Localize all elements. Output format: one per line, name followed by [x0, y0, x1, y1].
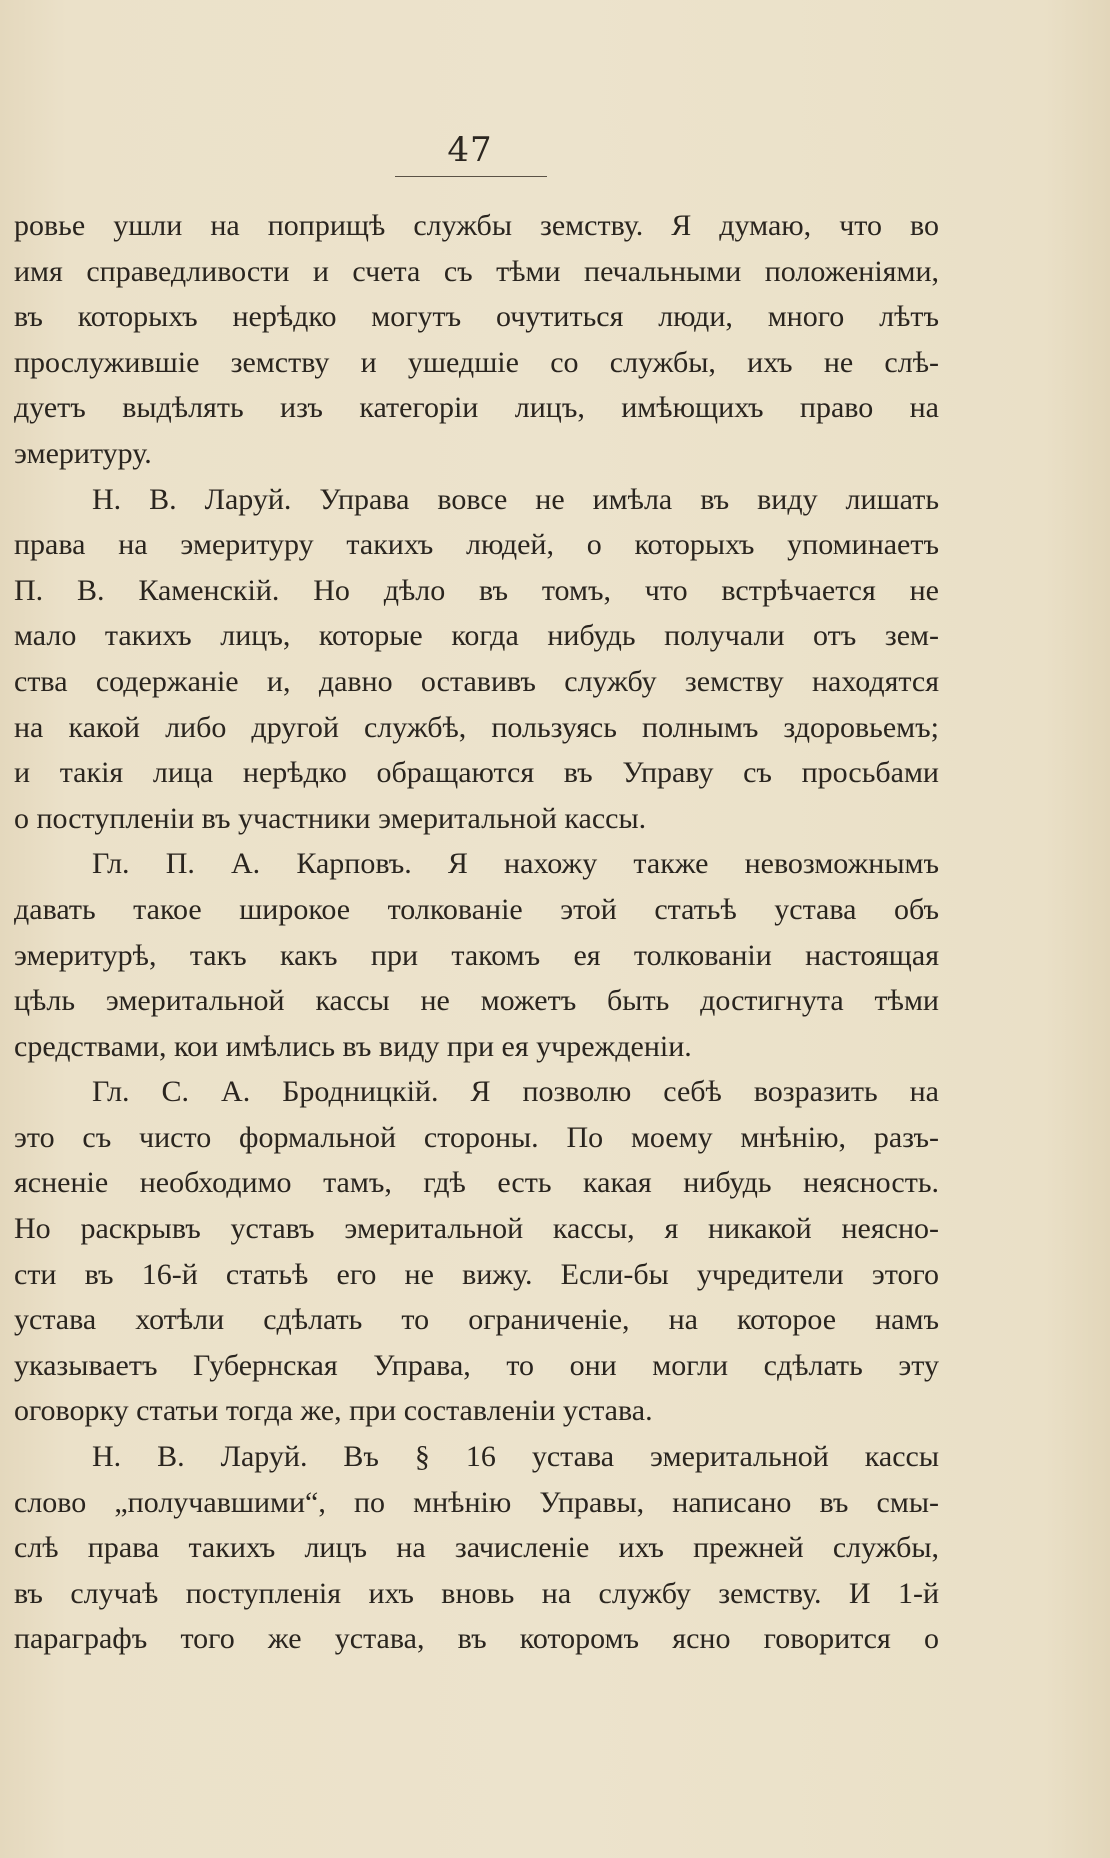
text-line: и такія лица нерѣдко обращаются въ Управу съ просьбами — [14, 756, 939, 790]
text-line: эмеритурѣ, такъ какъ при такомъ ея толкованіи настоящая — [14, 938, 939, 972]
page-number: 47 — [447, 130, 493, 170]
text-line: о поступленіи въ участники эмеритальной кассы. — [14, 801, 647, 835]
text-line: ства содержаніе и, давно оставивъ службу земству находятся — [14, 664, 939, 698]
page-number-rule — [395, 176, 547, 177]
text-line: дуетъ выдѣлять изъ категоріи лицъ, имѣющихъ право на — [14, 391, 939, 425]
speaker-line: Гл. С. А. Бродницкій. Я позволю себѣ возразить на — [92, 1075, 939, 1109]
text-line: на какой либо другой службѣ, пользуясь полнымъ здоровьемъ; — [14, 710, 939, 744]
text-line: слово „получавшими“, по мнѣнію Управы, написано въ смы- — [14, 1485, 939, 1519]
body-text — [14, 203, 939, 1662]
text-line: П. В. Каменскій. Но дѣло въ томъ, что встрѣчается не — [14, 573, 939, 607]
text-line: устава хотѣли сдѣлать то ограниченіе, на которое намъ — [14, 1303, 939, 1337]
text-line: слѣ права такихъ лицъ на зачисленіе ихъ прежней службы, — [14, 1531, 939, 1565]
text-line: мало такихъ лицъ, которые когда нибудь получали отъ зем- — [14, 619, 939, 653]
text-line: Но раскрывъ уставъ эмеритальной кассы, я никакой неясно- — [14, 1212, 939, 1246]
text-line: эмеритуру. — [14, 436, 152, 470]
speaker-line: Гл. П. А. Карповъ. Я нахожу также невозможнымъ — [92, 847, 939, 881]
text-line: въ которыхъ нерѣдко могутъ очутиться люди, много лѣтъ — [14, 300, 939, 334]
text-line: прослужившіе земству и ушедшіе со службы, ихъ не слѣ- — [14, 345, 939, 379]
text-line: средствами, кои имѣлись въ виду при ея учрежденіи. — [14, 1029, 692, 1063]
text-line: параграфъ того же устава, въ которомъ ясно говорится о — [14, 1622, 939, 1656]
text-line: оговорку статьи тогда же, при составленіи устава. — [14, 1394, 653, 1428]
text-line: это съ чисто формальной стороны. По моему мнѣнію, разъ- — [14, 1120, 939, 1154]
text-line: цѣль эмеритальной кассы не можетъ быть достигнута тѣми — [14, 984, 939, 1018]
text-line: указываетъ Губернская Управа, то они могли сдѣлать эту — [14, 1348, 939, 1382]
speaker-line: Н. В. Ларуй. Въ § 16 устава эмеритальной кассы — [92, 1440, 939, 1474]
speaker-line: Н. В. Ларуй. Управа вовсе не имѣла въ виду лишать — [92, 482, 939, 516]
text-line: ровье ушли на поприщѣ службы земству. Я думаю, что во — [14, 209, 939, 242]
text-line: въ случаѣ поступленія ихъ вновь на службу земству. И 1-й — [14, 1576, 939, 1610]
text-line: имя справедливости и счета съ тѣми печальными положеніями, — [14, 254, 939, 288]
text-line: права на эмеритуру такихъ людей, о которыхъ упоминаетъ — [14, 528, 939, 562]
text-line: давать такое широкое толкованіе этой статьѣ устава объ — [14, 892, 939, 926]
text-line: ясненіе необходимо тамъ, гдѣ есть какая нибудь неясность. — [14, 1166, 939, 1200]
text-line: сти въ 16-й статьѣ его не вижу. Если-бы учредители этого — [14, 1257, 939, 1291]
